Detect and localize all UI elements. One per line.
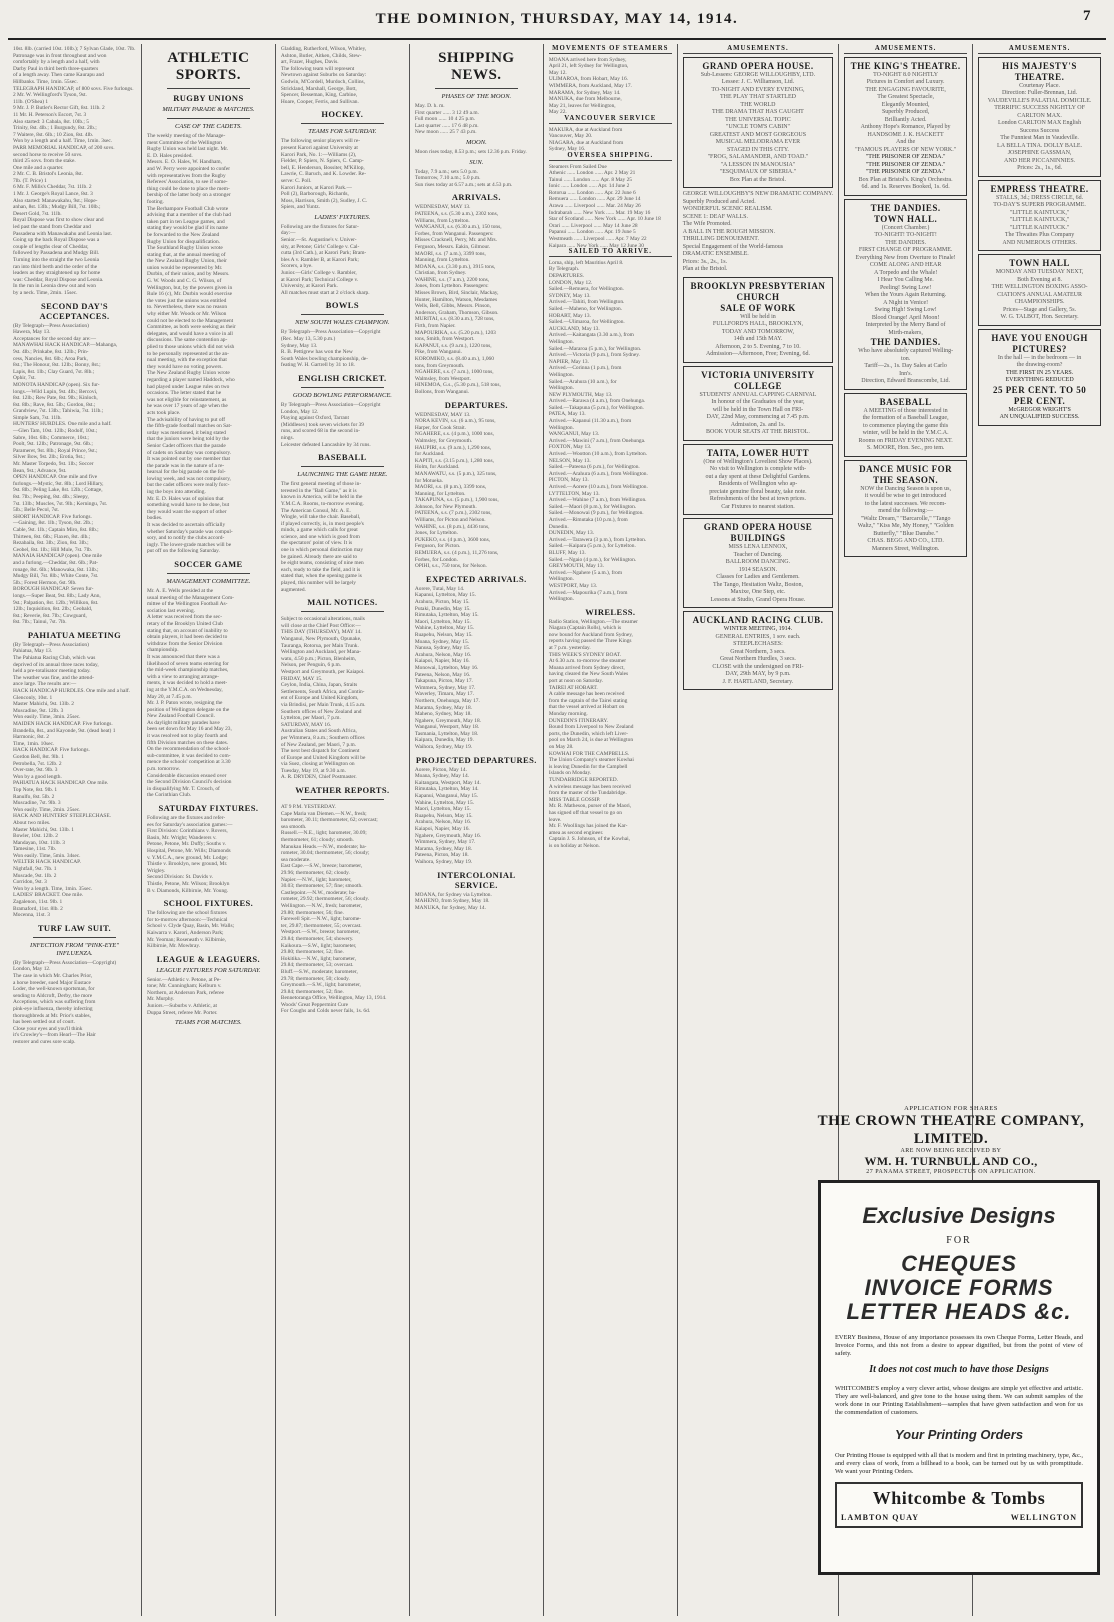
dandies-title-2: THE DANDIES. <box>870 337 941 348</box>
heading-league-leaguers: LEAGUE & LEAGUERS. <box>156 953 261 964</box>
saturday-fixtures-text: Following are the fixtures and refer- ees for Saturday's association games:— First Division: Corinthians v. Rovers, Basin, Mr. Wright; Wanderers v. Petone, Petone, Mr. Duffy; Souths v. Hospital, Petone, Mr. Wills; Diamonds v. Y.M.C.A., new ground, Mr. Lodge; Thistle v. Brooklyn, new ground, Mr. Wrigley. Second Division: St. Davids v. Thistle, Petone, Mr. Wilson; Brooklyn B v. Diamonds, Kilbirnie, Mr. Young. <box>146 815 233 894</box>
baseball-text: The first general meeting of those in- terested in the "Ball Game," as it is known in America, will be held in the Y.M.C.A. Rooms, to-morrow evening. The American Consul, Mr. A. E. Wingle, will take the chair. Baseball, if played correctly, is, in most people's minds, a game which calls for great science, and one which is good from the spectators' point of view. It is one in which personal distinction may be gained. Already there are said to be eight teams, consisting of nine men each, ready to take the field, and it is stated that, when the opening game is played, this number will be largely augmented. <box>280 481 364 593</box>
masthead-title: THE DOMINION, THURSDAY, MAY 14, 1914. <box>375 10 739 27</box>
column-racing <box>8 44 141 1616</box>
his-majestys-title: HIS MAJESTY'S THEATRE. <box>1002 60 1077 82</box>
ad-invoice: INVOICE FORMS <box>864 1275 1054 1300</box>
heading-wireless: WIRELESS. <box>585 606 636 617</box>
brooklyn-title: BROOKLYN PRESBYTERIAN CHURCH <box>690 280 826 302</box>
heading-steamers: MOVEMENTS OF STEAMERS <box>549 46 672 54</box>
column-amusements-1 <box>677 44 838 1616</box>
ladies-text: Following are the fixtures for Satur- day:— Senior.—St. Augustine's v. Univer- sity, at Petone; Girls' College v. Cal- cutta (3rd Cath.), at Karori Park; Bram- bles A v. Rambler B, at Karori Park; Scorers, a bye. Junior.—Girls' College v. Rambler, at Karori Park; Technical College v. University, at Karori Park. All matches must start at 2 o'clock sharp. <box>280 223 370 296</box>
ad-city: WELLINGTON <box>1010 1513 1077 1522</box>
his-majestys-ad: HIS MAJESTY'S THEATRE. Courtenay Place. Direction: Fuller-Brennan, Ltd. VAUDEVILLE'S PALATIAL DOMICILE. TERRIFIC SUCCESS NIGHTLY OF CARLTON MAX. London CARLTON MAX English Success Success The Funniest Man in Vaudeville. LA BELLA TINA. DOLLY BALE. JOSEPHINE GASSMAN, AND HER PICCANINNIES. Prices: 2s., 1s., 6d. <box>978 57 1101 177</box>
empress-title: EMPRESS THEATRE. <box>990 183 1089 194</box>
auckland-racing-title: AUCKLAND RACING CLUB. <box>692 615 824 626</box>
prisoner-line-3: "THE PRISONER OF ZENDA." <box>865 169 946 176</box>
column-shipping-2 <box>543 44 677 1616</box>
grand-opera-buildings-title: GRAND OPERA HOUSE BUILDINGS <box>703 522 813 544</box>
heading-amusements-3: AMUSEMENTS. <box>978 46 1101 54</box>
heading-intercolonial: INTERCOLONIAL SERVICE. <box>437 869 516 890</box>
ad-intro: EVERY Business, House of any importance possesses its own Cheque Forms, Letter Heads, and Invoice Forms, and this not from a desire to appear dignified, but from the point of view of safety. <box>835 1334 1083 1357</box>
heading-baseball: BASEBALL <box>318 452 367 463</box>
have-you-title: HAVE YOU ENOUGH PICTURES? <box>991 332 1088 354</box>
town-hall-title-2: TOWN HALL <box>1009 258 1070 269</box>
heading-vancouver: VANCOUVER SERVICE <box>549 116 672 124</box>
ad-italic-head: It does not cost much to have those Designs <box>869 1364 1049 1375</box>
ad-cheques: CHEQUES <box>901 1251 1017 1276</box>
sale-of-work-title: SALE OF WORK <box>720 302 796 313</box>
infection-text: (By Telegraph—Press Association—Copyright) London, May 12. The case in which Mr. Charles Prior, a horse breeder, sued Major Eustace Loder, the well-known sportsman, for sending to Aldcroft, Derby, the more Acceptions, which was suffering from pink-eye influenza, thereby infecting thoroughbreds at Mr. Prior's stables, has been settled out of court. Close your eyes and you'll think it's Crowley's—from Hearl—The Hair restorer and cures sore scalp. <box>13 959 117 1045</box>
bowls-text: By Telegraph—Press Association—Copyright (Rec. May 13, 5.30 p.m.) Sydney, May 13. R. B. Pettigrew has won the New South Wales bowling championship, de- feating W. H. Gartrell by 31 to 18. <box>280 329 381 369</box>
dandies-title-1: THE DANDIES. <box>870 202 941 213</box>
heading-departures: DEPARTURES. <box>444 399 508 410</box>
kings-theatre-ad: THE KING'S THEATRE. TO-NIGHT 8.0 NIGHTLY Pictures in Comfort and Luxury. THE ENGAGING FAVOURITE, The Greatest Spectacle, Elegantly Mounted, Superbly Produced, Brilliantly Acted. Anthony Hope's Romance, Played by HANDSOME J. K. HACKETT And the "FAMOUS PLAYERS OF NEW YORK." "THE PRISONER OF ZENDA." "THE PRISONER OF ZENDA." "THE PRISONER OF ZENDA." Box Plan at Bristol's. King's Orchestra. 6d. and 1s. Reserves Booked, 1s. 6d. <box>844 57 967 196</box>
sailed-text: Lorna, ship, left Mauritius April 8. By Telegraph. DEPARTURES. LONDON, May 12. Sailed.—Remuera, for Wellington. SYDNEY, May 13. Arrived.—Tahiti, from Wellington. Sailed.—Maheno, for Wellington. HOBART, May 13. Sailed.—Ulimaroa, for Wellington. AUCKLAND, May 13. Arrived.—Kaitangata (3.30 a.m.), from Wellington. Sailed.—Mararoa (5 p.m.), for Wellington. Arrived.—Victoria (9 p.m.), from Sydney. NAPIER, May 13. Arrived.—Corinna (1 p.m.), from Wellington. Sailed.—Arahura (10 a.m.), for Wellington. NEW PLYMOUTH, May 13. Arrived.—Rarawa (4 a.m.), from Onehunga. Sailed.—Takapuna (5 p.m.), for Wellington. PATEA, May 13. Arrived.—Kapanui (11.30 a.m.), from Wellington. WANGANUI, May 13. Arrived.—Mawini (7 a.m.), from Onehunga. FOXTON, May 13. Arrived.—Wootton (10 a.m.), from Lyttelton. NELSON, May 13. Sailed.—Pateena (6 p.m.), for Wellington. Arrived.—Arahura (6 a.m.), from Wellington. PICTON, May 13. Arrived.—Aorere (10 a.m.), from Wellington. LYTTELTON, May 13. Arrived.—Wahine (7 a.m.), from Wellington. Sailed.—Maori (8 p.m.), for Wellington. Sailed.—Monowai (9 p.m.), for Wellington. Arrived.—Rimutaka (10 p.m.), from Dunedin. DUNEDIN, May 13. Arrived.—Tarawera (3 p.m.), from Lyttelton. Sailed.—Kaipara (5 p.m.), for Lyttelton. BLUFF, May 13. Sailed.—Ngaio (4 p.m.), for Wellington. GREYMOUTH, May 13. Arrived.—Ngahere (5 a.m.), from Wellington. WESTPORT, May 13. Arrived.—Mapourika (7 a.m.), from Wellington. <box>548 259 648 603</box>
prisoner-line-1: "THE PRISONER OF ZENDA." <box>865 154 946 161</box>
percent-line: 25 PER CENT. TO 50 PER CENT. <box>992 384 1087 406</box>
ad-letter: LETTER HEADS &c. <box>846 1299 1072 1324</box>
hockey-teams-text: Gladding, Rutherford, Wilson, Whitley, Ashton, Butler, Aitken, Childs, Stew- art, Frazer, Hughes, Davis. The following team will represent Newtown against Suburbs on Saturday: Godwin, M'Cordell, Murdoch, Collins, Strickland, Marshall, George, Bott, Spencer, Besseman, King, Carbine, Hoare, Cooper, Ferris, and Sullivan. <box>280 46 367 105</box>
ad-street: LAMBTON QUAY <box>841 1513 920 1522</box>
masthead <box>8 0 1106 40</box>
pahiatua-text: (By Telegraph—Press Association) Pahiatua, May 13. The Pahiatua Racing Club, which was deprived of its annual three races today, held a pre-totalisator meeting today. The weather was fine, and the attend- ance large. The results are:— HACK HANDICAP HURDLES. One mile and a half. Glenconly, 10st. 1 Master Mahichi, 9st. 13lb. 2 Muscadine, 9st. 12lb. 3 Won easily. Time, 3min. 25sec. MAIDEN HACK HANDICAP. Five furlongs. Brandella, 8st., and Kayonde, 9st. (dead heat) 1 Harmonic, 8st. 2 Time, 1min. 10sec. HACK HANDICAP. Five furlongs. Gordon Bell, 8st. 9lb. 1 Petrobella, 7st. 12lb. 2 Over-rate, 9st. 9lb. 3 Won by a good length. PAHIATUA HACK HANDICAP. One mile. Top Note, 8st. 9lb. 1 Ranulfo, 8st. 5lb. 2 Muscadine, 7st. 9lb. 3 Won easily. Time, 2min. 25sec. HACK AND HUNTERS' STEEPLECHASE. About two miles. Master Mahichi, 9st. 13lb. 1 Bowler, 10st. 12lb. 2 Mandayan, 10st. 11lb. 3 Tamesine, 11st. 7lb. Won easily. Time, 5min. 34sec. WELTER HACK HANDICAP. Nightfall, 9st. 7lb. 1 Muscade, 9st. 1lb. 2 Corridon, 9st. 3 Won by a length. Time, 1min. 35sec. LADIES' BRACKET. One mile. Zagalenon, 11st. 9lb. 1 Bramaford, 11st. 8lb. 2 Mocenna, 11st. 3 <box>13 641 131 919</box>
ad-orders-body: Our Printing House is equipped with all that is modern and first in printing machinery, type, &c., and every class of work, from a billhead to a book, can be turned out by us with promptitude. We want your Printing Orders. <box>835 1452 1083 1475</box>
town-hall-ad: TOWN HALL MONDAY AND TUESDAY NEXT, Both Evening at 8. THE WELLINGTON BOXING ASSO- CIATION'S ANNUAL AMATEUR CHAMPIONSHIPS. Prices—Stage and Gallery, 5s. W. G. TALBOT, Hon. Secretary. <box>978 254 1101 326</box>
ad-firm-box <box>835 1482 1083 1528</box>
dandies-ad: THE DANDIES. TOWN HALL. (Concert Chamber.) TO-NIGHT! TO-NIGHT! THE DANDIES. FIRST CHANGE OF PROGRAMME. Everything New from Overture to Finale! COME ALONG AND HEAR A Torpedo and the Whale! I Hear You Calling Me. Peeling! Swing Low! When the Yours Again Returning. A Night in Venice! Swing High! Swing Low! Blood Orange! April Moon! Interpreted by the Merry Band of Mirth-makers, THE DANDIES. Who have absolutely captured Welling- ton. Tariff—2s., 1s. Day Sales at Carlo Inn's. Direction, Edward Branscombe, Ltd. <box>844 199 967 390</box>
oversea-text: Steamers From Sailed Due Athenic ...... London ...... Apr. 2 May 21 Tainui ...... London ...... Apr. 8 May 25 Ionic ...... London ...... Apr. 14 June 2 Rotorua ...... London ...... Apr. 22 June 6 Remuera ...... London ...... Apr. 29 June 14 Arawa ...... Liverpool ...... Mar. 24 May 26 Indrabarah ...... New York ...... Mar. 19 May 16 Star of Scotland ...... New York ...... Apr. 10 June 18 Orari ...... Liverpool ...... May 14 June 28 Papanui ...... London ...... Apr. 19 June 5 Westmeath ...... Liverpool ...... Apr. 7 May 22 Kaipara ...... New York ...... May 12 June 30 <box>548 163 661 249</box>
auckland-winter-meeting: WINTER MEETING, 1914. <box>723 626 793 633</box>
heading-bowls: BOWLS <box>325 300 359 311</box>
league-text: Senior.—Athletic v. Petone, at Pe- tone; Mr. Cunningham; Kelburn v. Northern, at Anderson Park, referee Mr. Murphy. Juniors.—Suburbs v. Athletic, at Duppa Street, referee Mr. Porter. <box>146 976 224 1016</box>
rugby-text: The weekly meeting of the Manage- ment Committee of the Wellington Rugby Union was held last night. Mr. E. D. Hales presided. Messrs. E. O. Hales, W. Handham, and W. Perry were appointed to confer with representatives from the Rugby Referees' Association, to see if some- thing could be done to place the mem- bership of the latter body on a stronger footing. The Berhampore Football Club wrote advising that a member of the club had taken part in ten League games, and stating they would be glad if its name be forwarded to the New Zealand Rugby Union for disqualification. The Southland Rugby Union wrote stating that, at the annual meeting of the New Zealand Rugby Union, their union would be represented by Mr. Durbin, of their union, and by Messrs. G. W. Woods and C. G. Wilson, of Wellington, but, by the powers given in Rule 16 (c), Mr. Durbin would exercise the votes just the unions was entitled to. Nevertheless, there was no reason why either Mr. Woods or Mr. Wilson could not be elected to the Management Committee, as both were seeking as their delegates, and would have a voice in all discussions. The same contention ap- plied to those unions which did not wish to be personally represented at the an- nual meeting, with the exception that they would have no voting powers. The New Zealand Rugby Union wrote regarding a player named Haddock, who had played under League rules on two occasions. The letter stated that he was not eligible for reinstatement, as he was over 17 years of age when the acts took place. The advisability of having to put off the fifth-grade football matches on Sat- urday was mentioned, it being stated that the juniors were being told by the Senior Cadet officers that the parade of cadets on Saturday was compulsory. It was pointed out by one member that the parade was in the nature of a re- hearsal for the big parade on the fol- lowing week, and was not compulsory, but the cadet officers were really forc- ing the boys into attending. Mr. E. D. Hales was of opinion that something would have to be done, but they would want the support of other bodies. It was decided to ascertain officially whether Saturday's parade was compul- sory, and to notify the clubs accord- ingly. The lower-grade matches will be put off on the following Saturday. <box>146 133 236 555</box>
heading-league-fixtures: LEAGUE FIXTURES FOR SATURDAY. <box>156 966 261 974</box>
empress-ad: EMPRESS THEATRE. STALLS, 3d.; DRESS CIRCLE, 6d. TO-DAY'S SUPERB PROGRAMME. "LITTLE KAINTUCK," "LITTLE KAINTUCK," "LITTLE KAINTUCK." The Thwaites Plus Company AND NUMEROUS OTHERS. <box>978 180 1101 252</box>
heading-english-cricket: ENGLISH CRICKET. <box>298 372 387 383</box>
ad-exclusive: Exclusive Designs <box>862 1203 1056 1228</box>
heading-infection: INFECTION FROM "PINK-EYE" INFLUENZA. <box>30 941 119 957</box>
heading-weather-reports: WEATHER REPORTS. <box>295 785 390 796</box>
ad-firm-name: Whitcombe & Tombs <box>872 1488 1046 1508</box>
first-in-25: THE FIRST IN 25 YEARS. <box>1005 369 1074 376</box>
victoria-college-ad: VICTORIA UNIVERSITY COLLEGE STUDENTS' ANNUAL CAPPING CARNIVAL In honour of the Graduates of the year, will be held in the Town Hall on FRI- DAY, 22nd May, commencing at 7.45 p.m. Admission, 2s. and 1s. BOOK YOUR SEATS AT THE BRISTOL. <box>683 366 833 441</box>
crown-agent: WM. H. TURNBULL AND CO., <box>864 1154 1038 1168</box>
heading-ladies-fixtures: LADIES' FIXTURES. <box>314 213 371 221</box>
heading-pahiatua: PAHIATUA MEETING <box>27 629 122 640</box>
steamers-text: MOANA arrived here from Sydney, April 21, left Sydney for Wellington, May 12. ULIMAROA, from Hobart, May 16. WIMMERA, from Auckland, May 17. MARAMA, for Sydney, May 14. MANUKA, due from Melbourne, May 21, leaves for Wellington, May 22. <box>548 56 632 116</box>
heading-amusements-1: AMUSEMENTS. <box>683 46 833 54</box>
heading-school-fixtures: SCHOOL FIXTURES. <box>163 898 254 909</box>
intercolonial-text: MOANA, for Sydney via Lyttelton. MAHENO, from Sydney, May 18. MANUKA, for Sydney, May 14. <box>414 891 492 911</box>
crown-received-by: ARE NOW BEING RECEIVED BY <box>900 1148 1002 1154</box>
crown-theatre-notice <box>806 1105 1096 1175</box>
ad-for: FOR <box>946 1235 972 1246</box>
unqualified-line: AN UNQUALIFIED SUCCESS. <box>999 414 1080 421</box>
heading-good-bowling: GOOD BOWLING PERFORMANCE. <box>292 391 392 399</box>
ad-firm-address <box>841 1513 1077 1522</box>
heading-expected-arrivals: EXPECTED ARRIVALS. <box>426 573 527 584</box>
arrivals-text: WEDNESDAY, MAY 13. PATEENA, s.s. (5.30 a.m.), 2302 tons, Williams, from Lyttelton. WANGANUI, s.s. (6.30 a.m.), 150 tons, Forbes, from Wanganui. Passengers: Misses Cracknell, Perry, Mr. and Mrs. Ferguson, Messrs. Eakin, Gilmour. MAORI, s.s. (7 a.m.), 3399 tons, Manning, from Lyttelton. MOANA, s.s. (3.30 p.m.), 3915 tons, Christian, from Sydney. WAHINE, s.s. (7 a.m.), 2200 tons, Jones, from Lyttelton. Passengers: Misses Brown, Bird, Sinclair, Mackay, Hunter, Hamilton, Watson, Mesdames Wells, Bell, Gibbs, Messrs. Pinson, Anderson, Graham, Thomson, Gibson. MURITAI, s.s. (8.30 a.m.), 728 tons, Firth, from Napier. MAPOURIKA, s.s. (5.20 p.m.), 1203 tons, Smith, from Westport. KAPANUI, s.s. (9 a.m.), 1220 tons, Pike, from Wanganui. KOROMIKO, s.s. (8.40 a.m.), 1,060 tons, from Greymouth. NGAHERE, s.s. (7 a.m.), 1000 tons, Walmsley, from Westport. HINEMOA, G.s., (5.30 p.m.), 518 tons, Bollons, from Wanganui. <box>414 204 502 395</box>
cricket-text: By Telegraph—Press Association—Copyright London, May 12. Playing against Oxford, Tarrant (Middlesex) took seven wickets for 39 runs, and scored 68 in the second in- nings. Leicester defeated Lancashire by 34 runs. <box>280 401 381 448</box>
brooklyn-church-ad: BROOKLYN PRESBYTERIAN CHURCH SALE OF WORK Will be held in FULLFORD'S HALL, BROOKLYN, TODAY AND TOMORROW, 14th and 15th MAY. Afternoon, 2 to 5. Evening, 7 to 10. Admission—Afternoon, Free; Evening, 6d. <box>683 277 833 363</box>
heading-moon: MOON. <box>465 138 487 146</box>
crown-address: 27 PANAMA STREET, PROSPECTUS ON APPLICATION. <box>866 1169 1036 1175</box>
moon-text: May. D. h. m. First quarter ...... 3 12 49 a.m. Full moon ...... 10 4 25 p.m. Last quarter ...... 17 6 48 p.m. New moon ...... 25 7 43 p.m. <box>414 103 479 136</box>
taita-title: TAITA, LOWER HUTT <box>706 447 810 458</box>
crown-company: THE CROWN THEATRE COMPANY, LIMITED. <box>817 1113 1085 1147</box>
heading-sailed: SAILED TO ARRIVE. <box>549 249 672 257</box>
school-fixtures-text: The following are the school fixtures for to-morrow afternoon:—Technical School v. Clyde Quay, Basin, Mr. Walls; Kaiwarra v. Karori, Anderson Park; Mr. Yeoman; Roseneath v. Kilbirnie, Kilbirnie, Mr. Mowbray. <box>146 910 235 950</box>
expected-text: Aorere, Tutai, May 14. Kapanui, Lyttelton, May 15. Arahura, Picton, May 15. Putaki, Dunedin, May 15. Rimutaka, Lyttelton, May 15. Maori, Lyttelton, May 15. Wahine, Lyttelton, May 15. Ruapehu, Nelson, May 15. Moana, Sydney, May 15. Nanusa, Sydney, May 15. Arahura, Nelson, May 16. Kaiapoi, Napier, May 16. Monowai, Lyttelton, May 16. Pateena, Nelson, May 16. Takapuna, Picton, May 17. Wimmera, Sydney, May 17. Waverley, Timaru, May 17. Northern, Onehunga, May 17. Marama, Sydney, May 18. Maheno, Sydney, May 18. Ngahere, Greymouth, May 18. Wanganui, Westport, May 18. Tasmania, Lyttelton, May 18. Kaipara, Dunedin, May 19. Waihora, Sydney, May 19. <box>414 585 482 751</box>
whitcombe-advertisement <box>818 1180 1100 1575</box>
page-number: 7 <box>1083 8 1092 24</box>
town-hall-title: TOWN HALL. <box>873 213 938 224</box>
heading-athletic-sports: ATHLETIC SPORTS. <box>167 50 250 83</box>
opera-house-ad: GRAND OPERA HOUSE. Sub-Lessees: GEORGE WILLOUGHBY, LTD. Lessee: J. C. Williamson, Ltd. TO-NIGHT AND EVERY EVENING, THE PLAY THAT STARTLED THE WORLD THE DRAMA THAT HAS CAUGHT THE UNIVERSAL TOPIC "UNCLE TOM'S CABIN" GREATEST AND MOST GORGEOUS MUSICAL MELODRAMA EVER STAGED IN THIS CITY. "FROG, SALAMANDER, AND TOAD." "A LESSON IN MANOUSIA" "ESQUIMAUX OF SIBERIA." Box Plan at the Bristol. <box>683 57 833 189</box>
heading-military-parade: MILITARY PARADE & MATCHES. <box>162 106 255 113</box>
crown-application: APPLICATION FOR SHARES <box>904 1105 998 1112</box>
heading-hockey: HOCKEY. <box>321 109 364 120</box>
willoughby-text: GEORGE WILLOUGHBY'S NEW DRAMATIC COMPANY. Superbly Produced and Acted. WONDERFUL SCENIC REALISM. SCENE 1: DEAF WALLS. The Wife Promoted. A BALL IN THE ROUGH MISSION. THRILLING DENOUEMENT. Special Engagement of the World-famous DRAMATIC ENSEMBLE. Prices: 3s., 2s., 1s. Plan at the Bristol. <box>682 191 834 273</box>
kings-theatre-title: THE KING'S THEATRE. <box>850 60 961 71</box>
heading-shipping-news: SHIPPING NEWS. <box>438 50 515 83</box>
projected-text: Aorere, Picton, May 14. Moana, Sydney, May 14. Kaitangata, Westport, May 14. Rimutaka, Lyttelton, May 14. Kapanui, Wanganui, May 15. Wahine, Lyttelton, May 15. Maori, Lyttelton, May 15. Ruapehu, Nelson, May 15. Arahura, Nelson, May 16. Kaiapoi, Napier, May 16. Ngahere, Greymouth, May 16. Wimmera, Sydney, May 17. Marama, Sydney, May 18. Pateena, Picton, May 18. Waihora, Sydney, May 19. <box>414 766 482 865</box>
column-athletic <box>141 44 275 1616</box>
vancouver-text: MAKURA, due at Auckland from Vancouver, May 20. NIAGARA, due at Auckland from Sydney, May 16. <box>548 126 624 153</box>
heading-second-day: SECOND DAY'S ACCEPTANCES. <box>39 300 110 321</box>
heading-saturday-fixtures: SATURDAY FIXTURES. <box>158 803 259 813</box>
grand-opera-buildings-ad: GRAND OPERA HOUSE BUILDINGS MISS LENA LENNOX, Teacher of Dancing. BALLROOM DANCING. 1914 SEASON. Classes for Ladies and Gentlemen. The Tango, Hesitation Waltz, Boston, Maxixe, One Step, etc. Lessons at Studio, Grand Opera House. <box>683 518 833 608</box>
heading-turf-law: TURF LAW SUIT. <box>37 922 112 933</box>
prisoner-line-2: "THE PRISONER OF ZENDA." <box>865 161 946 168</box>
moon-times-text: Moon rises today, 8.53 p.m.; sets 12.36 p.m. Friday. <box>414 148 527 155</box>
dance-music-ad: DANCE MUSIC FOR THE SEASON. NOW the Dancing Season is upon us, it would be wise to get introduced to the latest successes. We recom- mend the following:— "Waltz Dream," "Barcarolle," "Tango Waltz," "Kiss Me, My Honey," "Golden Butterfly," "Blue Danube." CHAS. BEGG AND CO., LTD. Manners Street, Wellington. <box>844 460 967 558</box>
soccer-text: Mr. A. E. Wells presided at the usual meeting of the Management Com- mittee of the Wellington Football As- sociation last evening. A letter was received from the sec- retary of the Brooklyn United Club stating that, on account of inability to obtain players, it had been decided to withdraw from the Senior Division championship. It was announced that there was a likelihood of seven teams entering for the mid-week championship matches, with a view to arranging arrange- ments, it was decided to hold a meet- ing at the Y.M.C.A. on Wednesday, May 20, at 7.45 p.m. Mr. J. P. Paton wrote, resigning the position of Wellington delegate on the New Zealand Football Council. As daylight military parades have been set down for May 16 and May 23, it was resolved not to play fourth and fifth Division matches on these dates. On the recommendation of the school- sub-committee, it was decided to com- mence the schools' competition at 3.30 p.m. tomorrow. Considerable discussion ensued over the Second Division Council's decision in disqualifying Mr. T. Crouch, of the Corinthian Club. <box>146 588 234 799</box>
reduced-line: EVERYTHING REDUCED <box>1005 377 1074 384</box>
column-hockey <box>275 44 409 1616</box>
heading-case-of-cadets: CASE OF THE CADETS. <box>175 123 242 130</box>
hockey-text: The following senior players will re- present Karori against University at Karori Park, No. 1:—Williams (2), Fielder, P. Spiers, N. Spiers, C. Camp- bell, E. Henderson, Bossiter, M'Killop, Lawrie, C. Baruch, and K. Lowder. Re- serve: C. Poll. Karori Juniors, at Karori Park.— Poll (2), Barborough, Richards, Moss, Harrison, Smith (2), Sudley, J. C. Spiers, and Yuntz. <box>280 138 368 211</box>
sun-text: Today, 7.9 a.m.; sets 5.0 p.m. Tomorrow, 7.10 a.m.; 5.0 p.m. Sun rises today at 6.57 a.m.; sets at 4.53 p.m. <box>414 168 513 188</box>
heading-sun: SUN. <box>469 158 484 166</box>
heading-oversea: OVERSEA SHIPPING. <box>549 153 672 161</box>
heading-phases-moon: PHASES OF THE MOON. <box>441 93 512 100</box>
ad-body: WHITCOMBE'S employ a very clever artist, whose designs are simple yet effective and artistic. They are well-balanced, and give tone to the house using them. We can submit samples of the work done in our Printing Establishment—samples that have given satisfaction and won for us the commendation of customers. <box>835 1385 1083 1416</box>
heading-soccer-game: SOCCER GAME <box>174 559 243 569</box>
taita-ad: TAITA, LOWER HUTT (One of Wellington's Loveliest Show Places). No visit to Wellington is complete with- out a day spent at these Delightful Gardens. Residents of Wellington who ap- preciate genuine floral beauty, take note. Refreshments of the best at town prices. Car Fixtures to nearest station. <box>683 444 833 516</box>
heading-teams-for-matches: TEAMS FOR MATCHES. <box>175 1019 242 1027</box>
column-shipping <box>409 44 543 1616</box>
mcgregor-line: McGREGOR WRIGHT'S <box>1008 406 1071 413</box>
departures-text: WEDNESDAY, MAY 13. NORA KEVIN, s.s. (6 a.m.), 95 tons, Harper, for Cook Strait. NGAHERE, s.s. (4 p.m.), 1000 tons, Walmsley, for Greymouth. HAUPIRI, s.s. (9 a.m.), 1,290 tons, for Auckland. KAPITI, s.s. (3.15 p.m.), 1,280 tons, Holm, for Auckland. MANAWATU, s.s. (5 p.m.), 325 tons, for Motueka. MAORI, s.s. (8 p.m.), 3399 tons, Manning, for Lyttelton. TAKAPUNA, s.s. (5 p.m.), 1,900 tons, Johnson, for New Plymouth. PATEENA, s.s. (7 p.m.), 2302 tons, Williams, for Picton and Nelson. WAHINE, s.s. (8 p.m.), 4436 tons, Jones, for Lyttelton. PUKEKO, s.s. (4 p.m.), 3600 tons, Ferguson, for Picton. REMUERA, s.s. (4 p.m.), 11,276 tons, Forbes, for London. OPIHI, s.s., 750 tons, for Nelson. <box>414 411 499 570</box>
ad-orders-title: Your Printing Orders <box>894 1427 1024 1442</box>
heading-amusements-2: AMUSEMENTS. <box>844 46 967 54</box>
heading-mail-notices: MAIL NOTICES. <box>307 597 378 608</box>
heading-launching-game: LAUNCHING THE GAME HERE. <box>297 471 388 479</box>
auckland-racing-ad: AUCKLAND RACING CLUB. WINTER MEETING, 1914. GENERAL ENTRIES, 1 sov. each. STEEPLECHASES: Great Northern, 3 secs. Great Northern Hurdles, 3 secs. CLOSE with the undersigned on FRI- DAY, 29th MAY, by 9 p.m. J. F. HARTLAND, Secretary. <box>683 611 833 690</box>
baseball-ad: BASEBALL A MEETING of those interested in the formation of a Baseball League, to commence playing the game this winter, will be held in the Y.M.C.A. Rooms on FRIDAY EVENING NEXT. S. MOORE, Hon. Sec., pro tem. <box>844 393 967 457</box>
pictures-ad: HAVE YOU ENOUGH PICTURES? In the hall — in the bedroom — in the drawing-room? THE FIRST IN 25 YEARS. EVERYTHING REDUCED 25 PER CENT. TO 50 PER CENT. McGREGOR WRIGHT'S AN UNQUALIFIED SUCCESS. <box>978 329 1101 426</box>
heading-projected-departures: PROJECTED DEPARTURES. <box>415 754 537 765</box>
victoria-title: VICTORIA UNIVERSITY COLLEGE <box>701 369 815 391</box>
heading-rugby-unions: RUGBY UNIONS <box>173 93 244 103</box>
baseball-ad-title: BASEBALL <box>879 396 932 407</box>
heading-nsw-champion: NEW SOUTH WALES CHAMPION. <box>295 319 390 327</box>
racing-results-text: 10st. 8lb. (carried 10st. 10lb.); 7 Sylvan Glade, 10st. 7lb. Patronage was in front throughout and won comfortably by a length and a half, with Darby Paul in third berth three-quarters of a length away. Then came Kaurapu and Hillbanks. Time, 1min. 55sec. TELEGRAPH HANDICAP, of 800 sovs. Five furlongs. 2 Mr. W. Wellingford's Tyson, 9st. 11lb. (O'Shea) 1 9 Mr. J. P. Butler's Rector Gift, 8st. 11lb. 2 11 Mr. H. Peterson's Escort, 7st. 3 Also started: 3 Cabala, 8st. 10lb.; 5 Trinity, 8st. 4lb.; 1 Burgundy, 8st. 2lb.; 7 Waitere, 8st. 6lb.; 10 Zion, 8st. 4lb. Won by a length and a half. Time, 1min. 3sec. PARR MEMORIAL HANDICAP, of 200 sovs. second horse to receive 50 sovs. third 25 sovs. from the stake. One mile and a quarter. 2 Mr. C. B. Bristol's Leonia, 8st. 7lb. (T. Price) 1 6 Mr. F. Mills's Cheddar, 7st. 11lb. 2 1 Mr. J. George's Royal Lance, 8st. 3 Also started: Manawakahu, 9st.; Hope- anhan, 8st. 13lb.; Mudgy Bill, 7st. 10lb.; Desert Gold, 7st. 11lb. Royal Dispose was first to show clear and led past the stand from Cheddar and Passadena with Manawakahu and Leonia last. Going up the back Royal Dispose was a couple of lengths clear of Cheddar, followed by Passadena and Mudgy Bill. Turning into the straight the two Leonia ran into third berth and the order of the leaders as they straightened up for home was: Cheddar, Royal Dispose and Leonia. In the run in Leonia drew out and won by a neck. Time, 2min. 15sec. <box>13 46 136 296</box>
weather-text: AT 9 P.M. YESTERDAY. Cape Maria van Diemen.—N.W., fresh; barometer, 30.11; thermometer, 62; overcast; sea smooth. Russell.—N.E., light; barometer, 30.09; thermometer, 61; cloudy; smooth. Manukau Heads.—N.W., moderate; ba- rometer, 30.04; thermometer, 56; cloudy; sea moderate. East Cape.—S.W., breeze; barometer, 29.96; thermometer, 62; cloudy. Napier.—N.W., light; barometer, 30.03; thermometer, 57; fine; smooth. Castlepoint.—N.W., moderate; ba- rometer, 29.92; thermometer, 56; cloudy. Wellington.—N.W., fresh; barometer, 29.80; thermometer, 56; fine. Farewell Spit.—N.W., light; barome- ter, 29.87; thermometer, 55; overcast. Westport.—S.W., breeze; barometer, 29.84; thermometer, 54; showery. Kaikoura.—S.W., light; barometer, 29.80; thermometer, 52; fine. Hokitika.—N.W., light; barometer, 29.84; thermometer, 53; overcast. Bluff.—S.W., moderate; barometer, 29.78; thermometer, 50; cloudy. Greymouth.—S.W., light; barometer, 29.84; thermometer, 52; fine. Bennetoranga Office, Wellington, May 13, 1914. Woods' Great Peppermint Cure For Coughs and Colds never fails, 1s. 6d. <box>280 804 387 1015</box>
wireless-text: Radio Station, Wellington.—The steamer Niagara (Captain Rolls), which is now bound for Auckland from Sydney, reports having passed the Three Kings at 7 p.m. yesterday. THIS WEEK'S SYDNEY BOAT. At 6.30 a.m. to-morrow the steamer Moana arrived from Sydney direct, having cleared the New South Wales port at noon on Saturday. TAIREI AT HOBART. A cable message has been received from the captain of the Tairei stating that the vessel arrived at Hobart on Monday morning. DUNEDIN'S ITINERARY. Bound from Liverpool to New Zealand ports, the Dunedin, which left Liver- pool on March 24, is due at Wellington on May 28. KOWHAI FOR THE CAMPBELLS. The Union Company's steamer Kowhai is leaving Dunedin for the Campbell Islands on Monday. TUNDABRIDGE REPORTED. A wireless message has been received from the master of the Tundabridge. MISS TABLE GOSSIP. Mr. R. Matheson, purser of the Maori, has signed off that vessel to go on leave. Mr. F. Woollings has joined the Kar- amea as second engineer. Captain J. S. Johnson, of the Kowhai, is on holiday at Nelson. <box>548 618 638 849</box>
second-day-text: (By Telegraph—Press Association) Hawera, May 13. Acceptances for the second day are:— MANAWHAI HACK HANDICAP.—Mahanga, 9st. 4lb.; Prinkabe, 8st. 12lb.; Prin- cess, Nancies, 8st. 6lb.; Aroa Park, 8st.; The Honour, 8st. 12lb.; Bonny, 8st.; Lapis, 8st. 1lb.; Clay Guard, 7st. 8lb.; Ophir, 7st. MONOTA HANDICAP (open). Six fur- longs.—Wild Lupin, 9st. 4lb.; Bercovi, 8st. 12lb.; Rew Pate, 8st. 9lb.; Kinloch, 8st. 8lb.; Rave, 8st. 5lb.; Gordon, 8st.; Grandview, 7st. 13lb.; Tahiwia, 7st. 11lb.; Simple Sam, 7st. 11lb. HUNTERS' HURDLES. One mile and a half. —Glen Tam, 10st. 12lb.; Rodolf, 10st.; Sabre, 10st. 6lb.; Commerce, 10st.; Poolt, 9st. 12lb.; Patronage, 9st. 6lb.; Parameret, 9st. 8lb.; Royal Prince, 9st.; Silver Bow, 9st. 2lb.; Erotia, 9st.; Mr. Master Torpedo, 9st. 1lb.; Soccer Bean, 9st.; Advance, 9st. OPEN HANDICAP. One mile and five furlongs.—Mystic, 9st. 8lb.; Lord Hillary, 9st. 8lb.; Peling Lake, 8st. 12lb.; Cottage, 8st. 7lb.; Peeping, 8st. 4lb.; Sleepy, 7st. 13lb.; Muscles, 7st. 9lb.; Kerningu, 7st. 5lb.; Belle Pecol, 7st. SHORT HANDICAP. Five furlongs. —Gaining, 8st. 1lb.; Tyson, 8st. 2lb.; Cable, 9st. 1lb.; Captain Miro, 8st. 8lb.; Thirteen, 8st. 6lb.; Flaxen, 8st. 4lb.; Rezabaila, 8st. 3lb.; Zion, 8st. 3lb.; Ceobel, 8st. 1lb.; Hill Mule, 7st. 7lb. MANAIA HANDICAP (open). One mile and a furlong.—Cheddar, 8st. 6lb.; Pat- ronage, 8st. 6lb.; Manowaka, 8st. 13lb.; Mudgy Bill, 7st. 8lb.; White Conte, 7st. 5lb.; Forest Hermon, 6st. 9lb. BOROUGH HANDICAP. Seven fur- longs.—Super Beat, 9st. 8lb.; Lady Ann, 9st.; Palpation, 8st. 12lb.; Willikon, 8st. 12lb.; Inquisition, 8st. 2lb.; Ceobald, 8st.; Reverie, 8st. 7lb.; Cowguard, 8st. 7lb.; Tainui, 7st. 7lb. <box>13 322 118 626</box>
heading-teams-for-saturday: TEAMS FOR SATURDAY. <box>308 128 377 136</box>
dance-music-title: DANCE MUSIC FOR THE SEASON. <box>859 463 953 485</box>
opera-house-title: GRAND OPERA HOUSE. <box>702 60 814 71</box>
heading-management-committee: MANAGEMENT COMMITTEE. <box>166 578 251 585</box>
mail-text: Subject to occasional alterations, mails will close at the Chief Post Office:— THIS DAY (THURSDAY), MAY 14. Wanganui, New Plymouth, Opunake, Tauranga, Rotorua, per Main Trunk. Wellington and Auckland, per Mana- watu, 4.50 p.m.; Picton, Blenheim, Nelson, per Penguin, 6 p.m. Westport and Greymouth, per Kaiapoi. FRIDAY, MAY 15. Ceylon, India, China, Japan, Straits Settlements, South Africa, and Contin- ent of Europe and United Kingdom, via Brindisi, per Main Trunk, 4.15 a.m. Southern offices of New Zealand and Lyttelton, per Maori, 7 p.m. SATURDAY, MAY 16. Australian States and South Africa, per Wimmera, 8 a.m.; Southern offices of New Zealand, per Maori, 7 p.m. The next best dispatch for Continent of Europe and United Kingdom will be via Suez, closing at Wellington on Tuesday, May 19, at 9.30 a.m. A. R. DRYDEN, Chief Postmaster. <box>280 616 366 781</box>
heading-arrivals: ARRIVALS. <box>451 192 501 203</box>
